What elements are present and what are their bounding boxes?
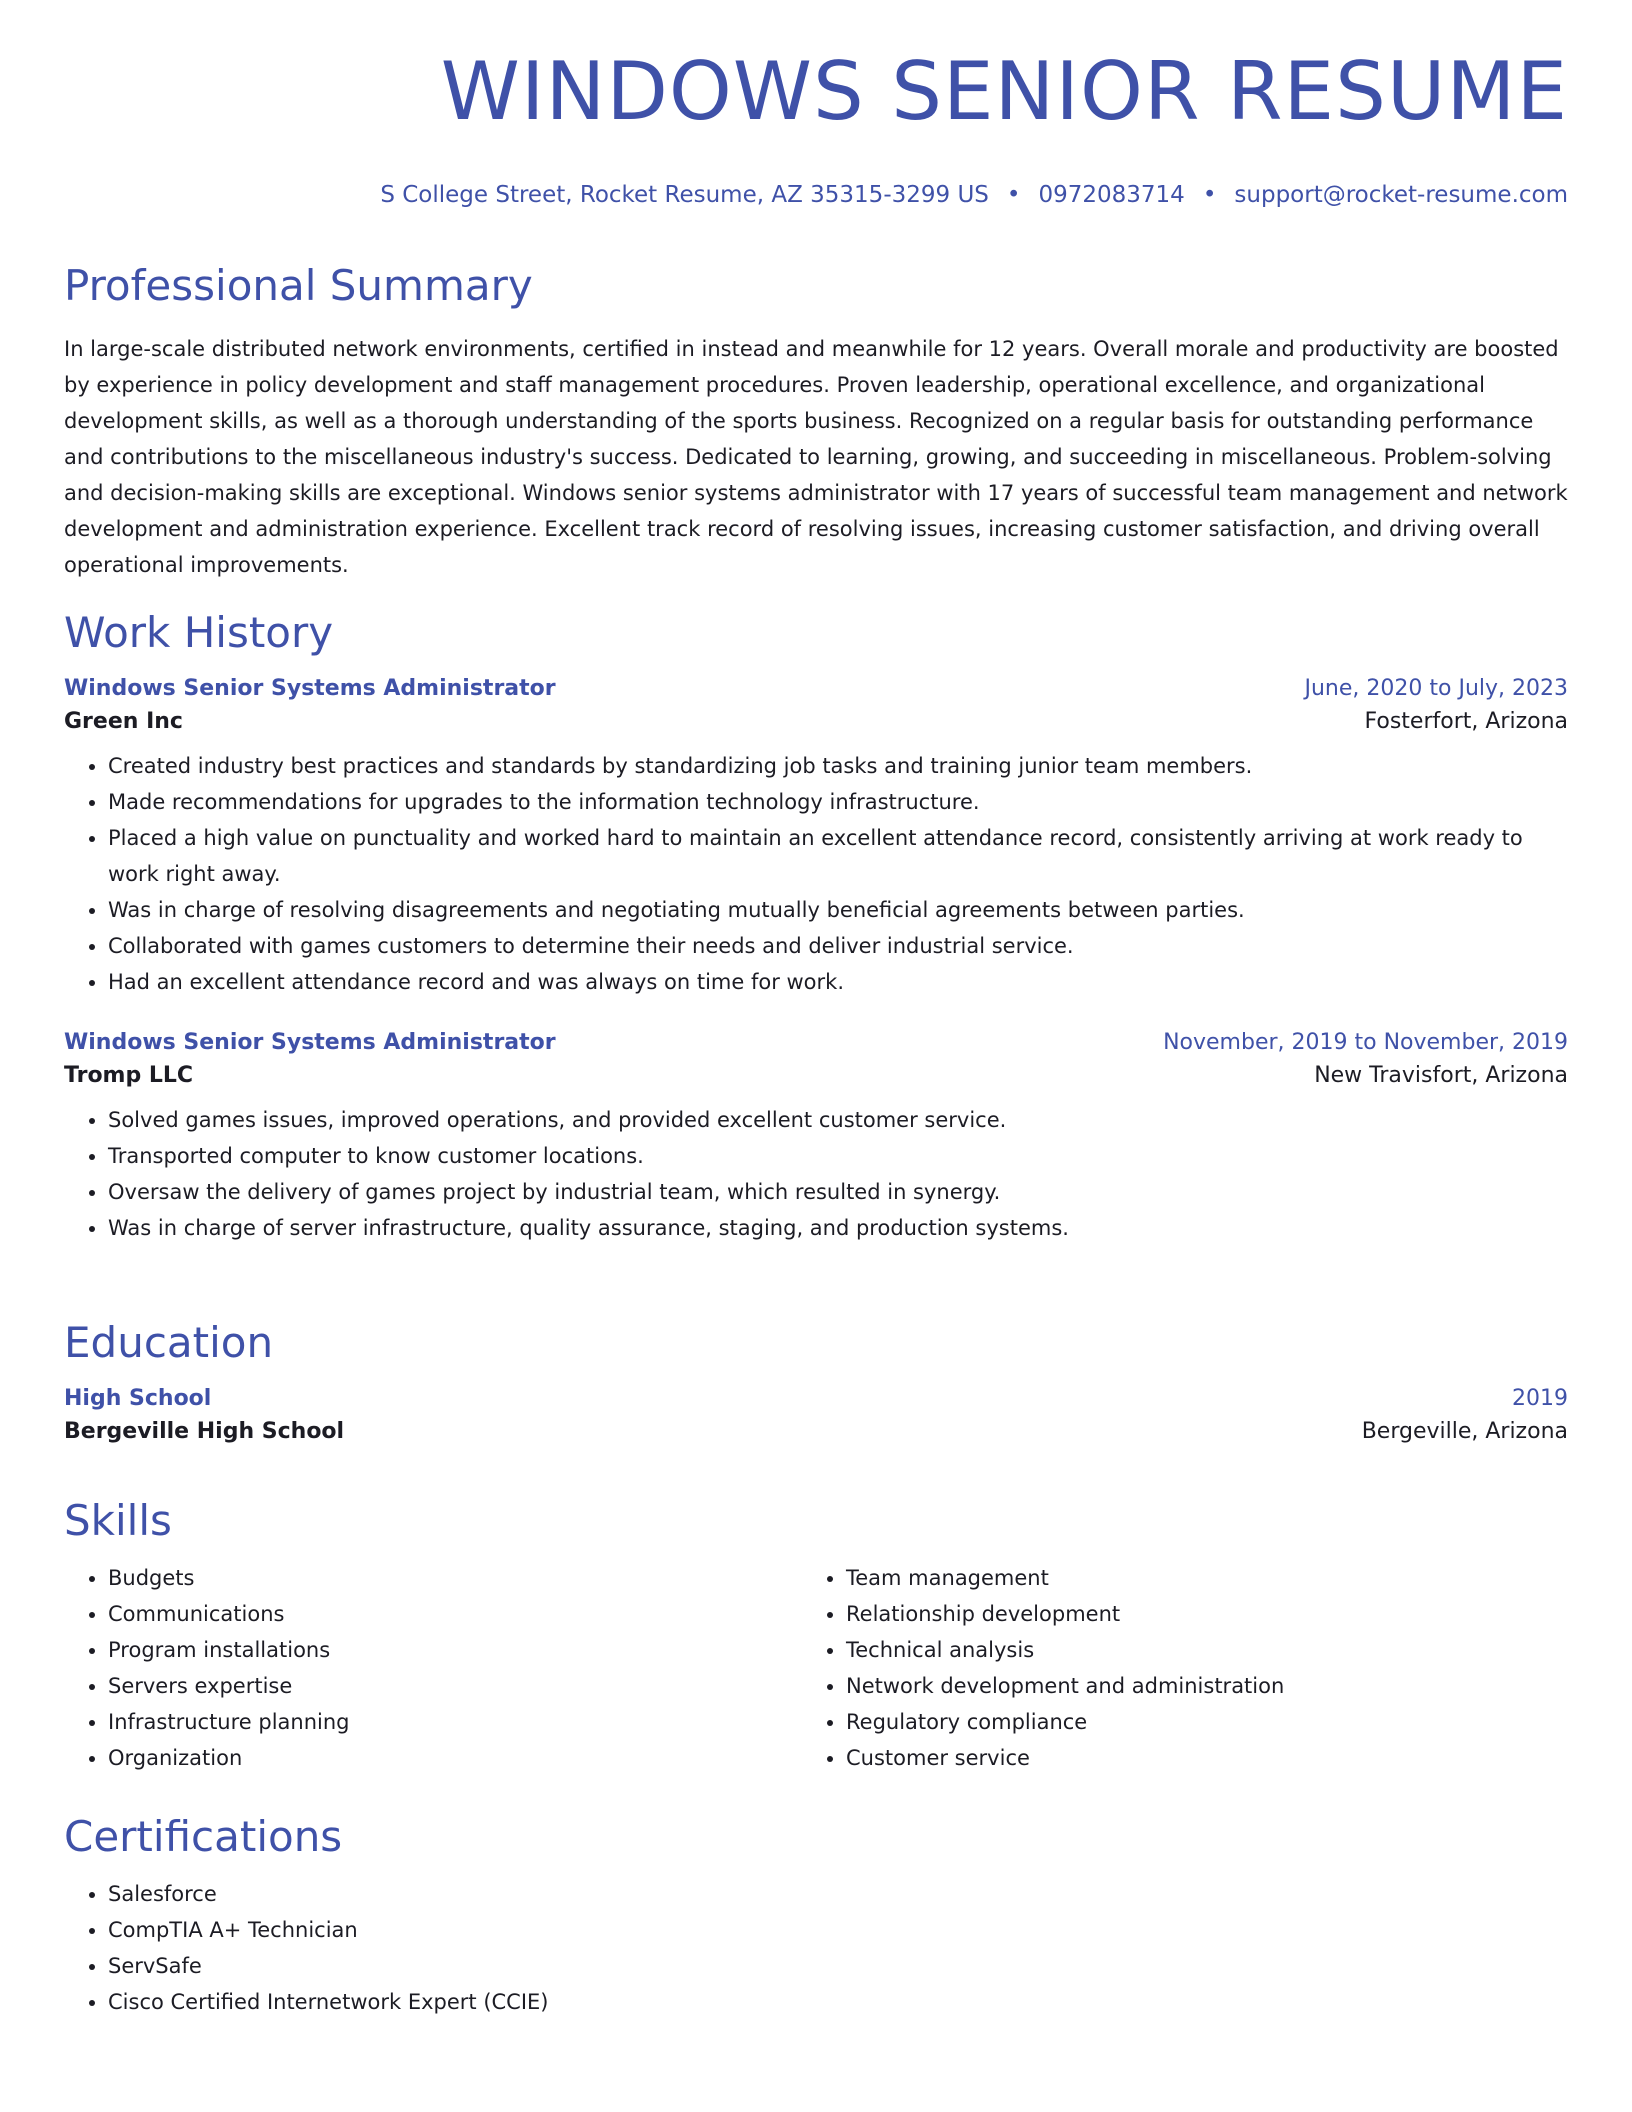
job-bullets xyxy=(64,748,1568,1000)
list-item: • Organization xyxy=(108,1740,802,1776)
summary-text: In large-scale distributed network environments, certified in instead and meanwhile for 12 years. Overall morale and productivity are boosted by experience in policy development and staff management procedures. Proven leadership, operational excellence, and organizational development skills, as well as a thorough understanding of the sports business. Recognized on a regular basis for outstanding performance and contributions to the miscellaneous industry's success. Dedicated to learning, growing, and succeeding in miscellaneous. Problem-solving and decision-making skills are exceptional. Windows senior systems administrator with 17 years of successful team management and network development and administration experience. Excellent track record of resolving issues, increasing customer satisfaction, and driving overall operational improvements. xyxy=(64,337,1568,577)
list-item: • Regulatory compliance xyxy=(846,1704,1540,1740)
resume-name: WINDOWS SENIOR RESUME xyxy=(440,45,1568,138)
job-entry xyxy=(64,676,1568,1000)
education-section xyxy=(64,1318,1568,1444)
contact-phone: 0972083714 xyxy=(1038,182,1185,208)
contact-line xyxy=(380,182,1568,208)
education-title: Education xyxy=(64,1318,274,1367)
job-header-row xyxy=(64,676,1568,701)
list-item: • Salesforce xyxy=(108,1876,1568,1912)
contact-separator: • xyxy=(1202,182,1217,208)
job-header-row xyxy=(64,1030,1568,1055)
list-item: • Relationship development xyxy=(846,1596,1540,1632)
list-item: • Placed a high value on punctuality and worked hard to maintain an excellent attendance record, consistently arriving at work ready to work right away. xyxy=(108,820,1568,892)
job-dates: November, 2019 to November, 2019 xyxy=(1163,1030,1568,1055)
list-item: • Infrastructure planning xyxy=(108,1704,802,1740)
job-entry xyxy=(64,1030,1568,1246)
list-item: • Customer service xyxy=(846,1740,1540,1776)
list-item: • Cisco Certified Internetwork Expert (CCIE) xyxy=(108,1984,1568,2020)
summary-section xyxy=(64,261,1568,583)
education-school-row xyxy=(64,1419,1568,1444)
list-item: • Oversaw the delivery of games project by industrial team, which resulted in synergy. xyxy=(108,1174,1568,1210)
education-year: 2019 xyxy=(1512,1386,1568,1411)
education-degree: High School xyxy=(64,1386,212,1411)
certifications-title: Certifications xyxy=(64,1812,343,1861)
list-item: • Team management xyxy=(846,1560,1540,1596)
job-title: Windows Senior Systems Administrator xyxy=(64,676,556,701)
job-company: Green Inc xyxy=(64,709,183,734)
list-item: • Was in charge of server infrastructure, quality assurance, staging, and production systems. xyxy=(108,1210,1568,1246)
job-dates: June, 2020 to July, 2023 xyxy=(1304,676,1568,701)
work-section xyxy=(64,608,1568,1246)
job-title: Windows Senior Systems Administrator xyxy=(64,1030,556,1055)
list-item: • Communications xyxy=(108,1596,802,1632)
job-company-row xyxy=(64,709,1568,734)
list-item: • Solved games issues, improved operations, and provided excellent customer service. xyxy=(108,1102,1568,1138)
list-item: • Network development and administration xyxy=(846,1668,1540,1704)
contact-separator: • xyxy=(1006,182,1021,208)
job-location: New Travisfort, Arizona xyxy=(1314,1063,1568,1088)
contact-address: S College Street, Rocket Resume, AZ 35315-3299 US xyxy=(380,182,989,208)
certifications-section xyxy=(64,1812,1568,2020)
list-item: • Budgets xyxy=(108,1560,802,1596)
education-school: Bergeville High School xyxy=(64,1419,345,1444)
list-item: • ServSafe xyxy=(108,1948,1568,1984)
certifications-list xyxy=(64,1876,1568,2020)
list-item: • Collaborated with games customers to determine their needs and deliver industrial service. xyxy=(108,928,1568,964)
contact-email: support@rocket-resume.com xyxy=(1234,182,1568,208)
job-location: Fosterfort, Arizona xyxy=(1364,709,1568,734)
skills-title: Skills xyxy=(64,1496,172,1545)
summary-title: Professional Summary xyxy=(64,261,533,310)
list-item: • Had an excellent attendance record and was always on time for work. xyxy=(108,964,1568,1000)
job-bullets xyxy=(64,1102,1568,1246)
list-item: • CompTIA A+ Technician xyxy=(108,1912,1568,1948)
list-item: • Was in charge of resolving disagreements and negotiating mutually beneficial agreements between parties. xyxy=(108,892,1568,928)
job-company: Tromp LLC xyxy=(64,1063,194,1088)
skills-section xyxy=(64,1496,1568,1776)
list-item: • Created industry best practices and standards by standardizing job tasks and training junior team members. xyxy=(108,748,1568,784)
skills-columns xyxy=(64,1560,1568,1776)
work-title: Work History xyxy=(64,608,334,657)
skills-list-left xyxy=(64,1560,802,1776)
list-item: • Transported computer to know customer locations. xyxy=(108,1138,1568,1174)
education-header-row xyxy=(64,1386,1568,1411)
list-item: • Servers expertise xyxy=(108,1668,802,1704)
list-item: • Program installations xyxy=(108,1632,802,1668)
education-location: Bergeville, Arizona xyxy=(1361,1419,1568,1444)
list-item: • Technical analysis xyxy=(846,1632,1540,1668)
list-item: • Made recommendations for upgrades to the information technology infrastructure. xyxy=(108,784,1568,820)
job-company-row xyxy=(64,1063,1568,1088)
skills-list-right xyxy=(802,1560,1540,1776)
